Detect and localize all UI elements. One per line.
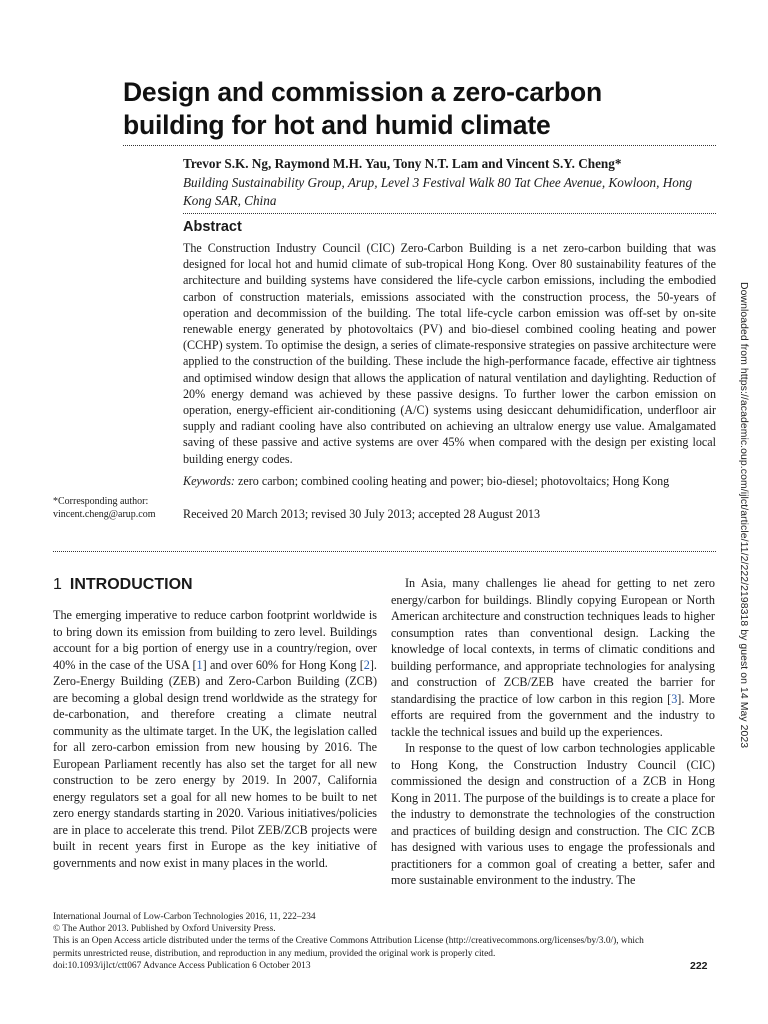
abstract-heading: Abstract [183,219,242,235]
left-column [53,607,377,871]
affiliation: Building Sustainability Group, Arup, Level 3 Festival Walk 80 Tat Chee Avenue, Kowloon, Hong Kong SAR, China [183,175,693,208]
doi-line: doi:10.1093/ijlct/ctt067 Advance Access Publication 6 October 2013 [53,960,311,971]
abstract-text: The Construction Industry Council (CIC) Zero-Carbon Building is a net zero-carbon building that was designed for local hot and humid climate of sub-tropical Hong Kong. Over 80 sustainability features of the architecture and building systems have considered the life-cycle carbon emissions, including the embodied carbon of construction materials, emissions associated with the construction process, the 50-years of operation and decommission of the building. The total life-cycle carbon emission was off-set by on-site renewable energy generated by photovoltaics (PV) and bio-diesel combined cooling heating and power (CCHP) system. To optimise the design, a series of climate-responsive strategies on passive architecture were applied to the construction of the building. These include the high-performance facade, effective air tightness and optimised window design that allows the application of natural ventilation and daylighting. Reduction of 20% energy demand was achieved by these passive designs. To further lower the carbon emission on operation, energy-efficient air-conditioning (A/C) systems using desiccant dehumidification, underfloor air supply and radiant cooling have also contributed on achieving an ultralow energy use value. Amalgamated saving of these passive and active systems are over 45% when compared with the design per existing local building energy codes. [183,241,716,466]
journal-citation: International Journal of Low-Carbon Technologies 2016, 11, 222–234 [53,912,316,922]
intro-paragraph-1: The emerging imperative to reduce carbon footprint worldwide is to bring down its emission from building to zero level. Buildings account for a big portion of energy use in a country/region, over 40% in the case of the USA [1] and over 60% for Hong Kong [2]. Zero-Energy Building (ZEB) and Zero-Carbon Building (ZCB) are becoming a global design trend worldwide as the strategy for de-carbonation, and therefore creating a climate neutral community as the ultimate target. In the UK, the legislation called for all zero-carbon emission from new housing by 2016. The European Parliament recently has also set the target for all new construction to be zero energy by 2019. In 2007, California energy regulators set a goal for all new homes to be built to net zero energy standards starting in 2020. Various initiatives/policies are in place to accelerate this trend. Pilot ZEB/ZCB projects were built in recent years first in Europe as the key initiative of governments and now exist in many places in the world. [53,608,377,870]
corresponding-label: *Corresponding author: [53,496,149,507]
license-line-2: permits unrestricted reuse, distribution, and reproduction in any medium, provided the original work is properly cited. [53,948,496,959]
citation-link[interactable]: 2 [363,657,370,672]
download-side-note: Downloaded from https://academic.oup.com/ijlct/article/11/2/222/2198318 by guest on 14 May 2023 [738,282,749,749]
citation-link[interactable]: 1 [196,657,203,672]
intro-paragraph-2: In Asia, many challenges lie ahead for getting to net zero energy/carbon for buildings. Blindly copying European or North American architecture and construction techniques leads to higher consumption rates than conventional design. Lacking the knowledge of local contexts, in terms of climatic conditions and building performance, and appropriate technologies for analysing and construction of ZCB/ZEB have created the barrier for standardising the practice of low carbon in this region [3]. More efforts are required from the government and the industry to tackle the technical issues and build up the experiences. [391,576,715,739]
received-dates: Received 20 March 2013; revised 30 July 2013; accepted 28 August 2013 [183,507,541,521]
citation-link[interactable]: 3 [671,691,678,706]
title-divider [123,145,716,146]
keywords-text: zero carbon; combined cooling heating and power; bio-diesel; photovoltaics; Hong Kong [234,474,670,488]
affiliation-divider [183,213,716,214]
keywords [183,473,723,489]
keywords-label: Keywords: [183,474,235,488]
corresponding-email[interactable]: vincent.cheng@arup.com [53,509,156,520]
article-footer [53,911,718,972]
corresponding-author [53,495,183,521]
section-heading [53,576,193,594]
paper-title: Design and commission a zero-carbon building for hot and humid climate [123,77,602,140]
section-title: INTRODUCTION [69,576,193,593]
author-list: Trevor S.K. Ng, Raymond M.H. Yau, Tony N.T. Lam and Vincent S.Y. Cheng* [183,156,622,171]
right-column [391,575,715,889]
header-divider [53,551,716,552]
intro-paragraph-3: In response to the quest of low carbon technologies applicable to Hong Kong, the Construction Industry Council (CIC) commissioned the design and construction of a ZCB in Hong Kong in 2011. The purpose of the buildings is to create a place for the industry to demonstrate the technologies of the construction and practices of building design and construction. The CIC ZCB has designed with various uses to engage the professionals and practitioners for a common goal of creating a better, safer and more sustainable environment to the industry. The [391,741,715,887]
section-number: 1 [53,576,62,593]
license-line-1: This is an Open Access article distributed under the terms of the Creative Commons Attribution License (http://creativecommons.org/licenses/by/3.0/), which [53,936,644,947]
copyright-notice: © The Author 2013. Published by Oxford University Press. [53,924,276,935]
page-number: 222 [690,960,708,972]
